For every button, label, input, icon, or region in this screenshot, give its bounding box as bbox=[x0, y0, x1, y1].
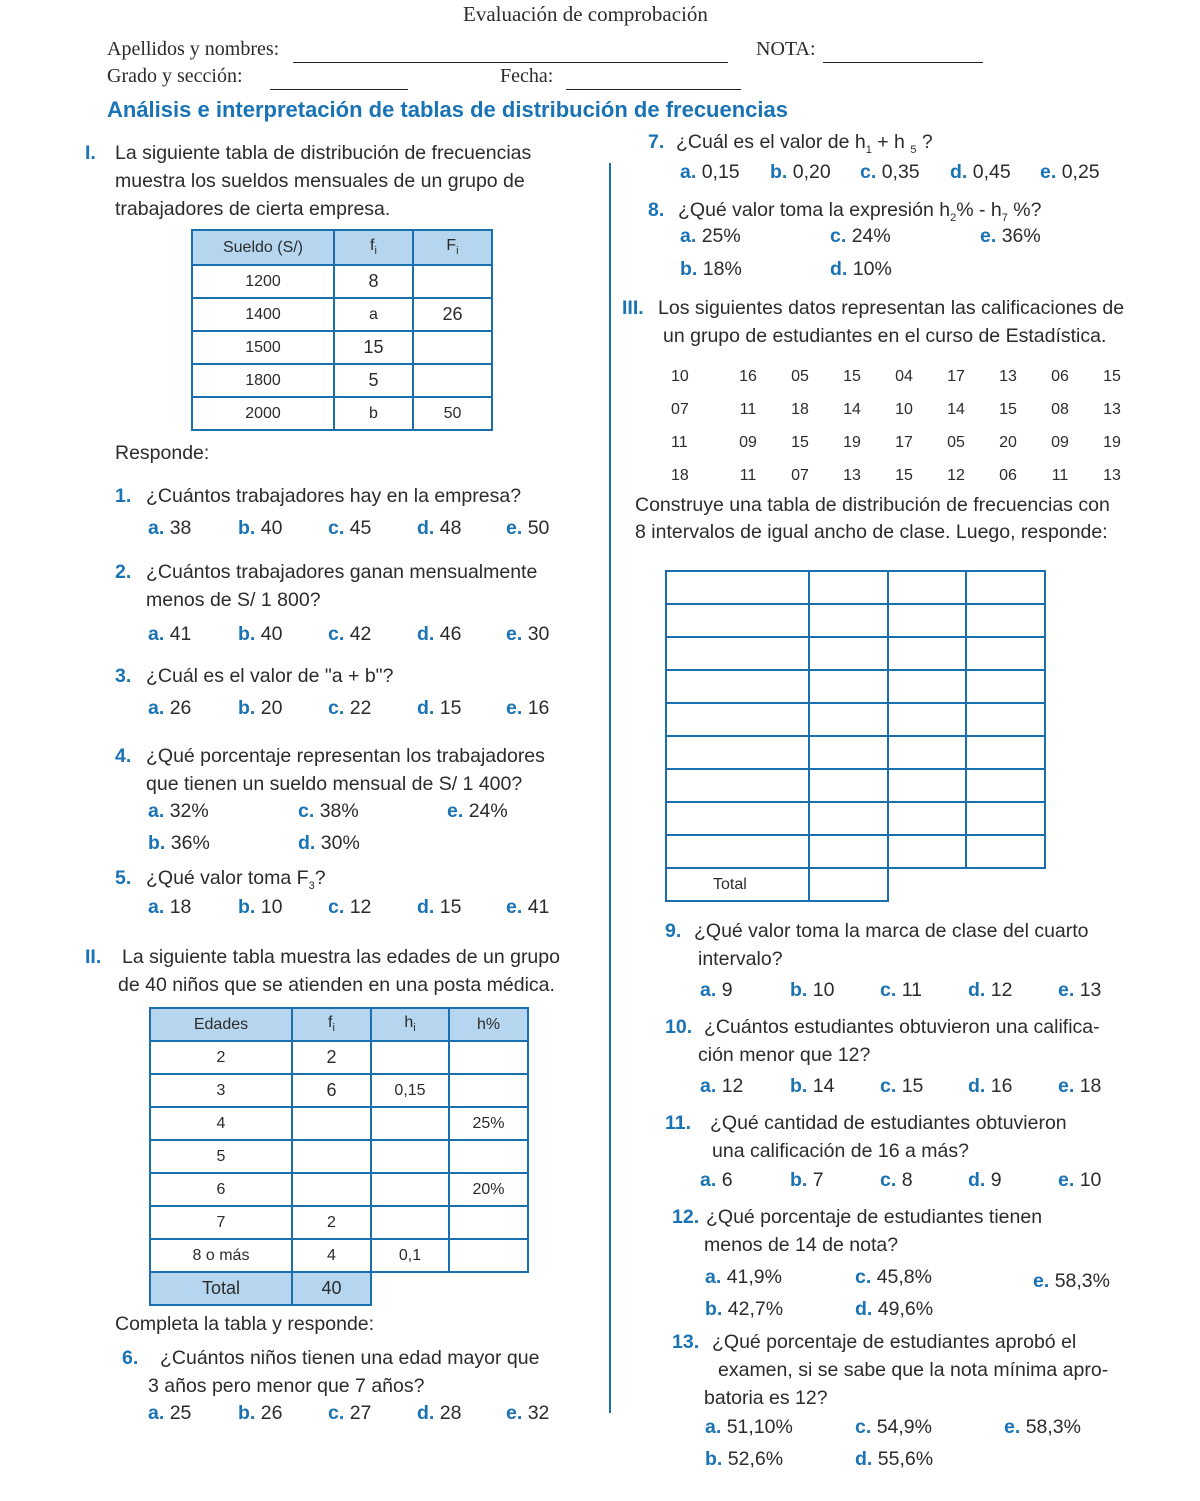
completa-label: Completa la tabla y responde: bbox=[115, 1313, 375, 1335]
table-row[interactable] bbox=[666, 736, 1045, 769]
answer-option[interactable]: b. 14 bbox=[790, 1075, 835, 1097]
question-text: batoria es 12? bbox=[704, 1387, 828, 1409]
answer-option[interactable]: e. 13 bbox=[1058, 979, 1102, 1001]
question-number: 3. bbox=[115, 665, 132, 687]
question-text: ¿Cuántos trabajadores hay en la empresa? bbox=[146, 485, 522, 507]
answer-option[interactable]: b. 18% bbox=[680, 258, 742, 280]
answer-option[interactable]: e. 58,3% bbox=[1033, 1270, 1110, 1292]
question-number: 1. bbox=[115, 485, 132, 507]
question-text: examen, si se sabe que la nota mínima apro- bbox=[718, 1359, 1109, 1381]
question-text: ¿Qué valor toma la marca de clase del cuarto bbox=[694, 920, 1089, 942]
answer-option[interactable]: c. 11 bbox=[880, 979, 922, 1001]
question-text: 3 años pero menor que 7 años? bbox=[148, 1375, 425, 1397]
section2-text-line: La siguiente tabla muestra las edades de un grupo bbox=[122, 946, 560, 968]
table-row[interactable] bbox=[666, 835, 1045, 868]
question-text: menos de S/ 1 800? bbox=[146, 589, 321, 611]
answer-option[interactable]: e. 50 bbox=[506, 517, 550, 539]
answer-option[interactable]: a. 18 bbox=[148, 896, 192, 918]
answer-option[interactable]: b. 0,20 bbox=[770, 161, 831, 183]
table-row: 3 6 0,15 bbox=[150, 1074, 528, 1107]
answer-option[interactable]: b. 7 bbox=[790, 1169, 824, 1191]
question-text: ¿Cuántos niños tienen una edad mayor que bbox=[160, 1347, 540, 1369]
grado-field[interactable] bbox=[270, 89, 408, 90]
answer-option[interactable]: e. 10 bbox=[1058, 1169, 1102, 1191]
page-title: Evaluación de comprobación bbox=[463, 2, 708, 26]
question-number: 9. bbox=[665, 920, 682, 942]
fecha-field[interactable] bbox=[566, 89, 741, 90]
question-number: 4. bbox=[115, 745, 132, 767]
question-number: 12. bbox=[672, 1206, 700, 1228]
answer-option[interactable]: d. 15 bbox=[417, 896, 462, 918]
answer-option[interactable]: d. 28 bbox=[417, 1402, 462, 1424]
ages-frequency-table bbox=[149, 1007, 529, 1306]
blank-frequency-table bbox=[665, 570, 1046, 902]
question-text: ¿Qué porcentaje de estudiantes aprobó el bbox=[712, 1331, 1077, 1353]
answer-option[interactable]: b. 26 bbox=[238, 1402, 283, 1424]
table-row: 1400 a 26 bbox=[192, 298, 492, 331]
answer-option[interactable]: e. 41 bbox=[506, 896, 550, 918]
answer-option[interactable]: d. 49,6% bbox=[855, 1298, 934, 1320]
answer-option[interactable]: a. 9 bbox=[700, 979, 733, 1001]
section3-text-line: Los siguientes datos representan las calificaciones de bbox=[658, 297, 1125, 319]
answer-option[interactable]: a. 6 bbox=[700, 1169, 733, 1191]
table-row[interactable] bbox=[666, 703, 1045, 736]
table-header: Edades bbox=[150, 1008, 292, 1041]
answer-option[interactable]: b. 42,7% bbox=[705, 1298, 784, 1320]
question-number: 8. bbox=[648, 199, 665, 221]
table-row: 1200 8 bbox=[192, 265, 492, 298]
question-text: ¿Qué porcentaje de estudiantes tienen bbox=[706, 1206, 1043, 1228]
salary-frequency-table bbox=[191, 229, 493, 431]
table-row[interactable] bbox=[666, 604, 1045, 637]
table-header: $F_i$ bbox=[413, 230, 492, 265]
table-row: 7 2 bbox=[150, 1206, 528, 1239]
table-row: 4 25% bbox=[150, 1107, 528, 1140]
table-header: $h_i$ bbox=[371, 1008, 449, 1041]
table-row: 2000 b 50 bbox=[192, 397, 492, 430]
answer-option[interactable]: d. 9 bbox=[968, 1169, 1002, 1191]
question-text: ¿Cuál es el valor de $h_1 + h$ $_5$ ? bbox=[676, 131, 933, 156]
question-number: 11. bbox=[665, 1112, 692, 1134]
apellidos-field[interactable] bbox=[293, 62, 728, 63]
answer-option[interactable]: a. 0,15 bbox=[680, 161, 740, 183]
section2-roman: II. bbox=[85, 946, 102, 968]
table-total-row: Total 40 bbox=[150, 1272, 528, 1305]
answer-option[interactable]: d. 0,45 bbox=[950, 161, 1011, 183]
answer-option[interactable]: c. 38% bbox=[298, 800, 359, 822]
table-header: h% bbox=[449, 1008, 528, 1041]
data-row: 07 11 18 14 10 14 15 08 13 bbox=[671, 400, 1121, 418]
table-row: 2 2 bbox=[150, 1041, 528, 1074]
answer-option[interactable]: d. 55,6% bbox=[855, 1448, 934, 1470]
answer-option[interactable]: c. 15 bbox=[880, 1075, 924, 1097]
answer-option[interactable]: e. 32 bbox=[506, 1402, 550, 1424]
section1-text-line: La siguiente tabla de distribución de frecuencias bbox=[115, 142, 532, 164]
answer-option[interactable]: c. 54,9% bbox=[855, 1416, 932, 1438]
table-row[interactable] bbox=[666, 571, 1045, 604]
answer-option[interactable]: d. 12 bbox=[968, 979, 1013, 1001]
apellidos-label: Apellidos y nombres: bbox=[107, 38, 280, 60]
grades-data-grid bbox=[670, 360, 1138, 492]
question-number: 13. bbox=[672, 1331, 700, 1353]
answer-option[interactable]: c. 8 bbox=[880, 1169, 913, 1191]
question-text: ¿Qué cantidad de estudiantes obtuvieron bbox=[710, 1112, 1067, 1134]
answer-option[interactable]: c. 22 bbox=[328, 697, 372, 719]
section-heading: Análisis e interpretación de tablas de distribución de frecuencias bbox=[107, 97, 788, 122]
table-total-row: Total bbox=[666, 868, 1045, 901]
answer-option[interactable]: c. 27 bbox=[328, 1402, 372, 1424]
answer-option[interactable]: a. 38 bbox=[148, 517, 192, 539]
answer-option[interactable]: c. 42 bbox=[328, 623, 372, 645]
answer-option[interactable]: e. 24% bbox=[447, 800, 508, 822]
answer-option[interactable]: e. 36% bbox=[980, 225, 1041, 247]
table-row: 1500 15 bbox=[192, 331, 492, 364]
question-text: ¿Qué valor toma $F_3$? bbox=[146, 867, 326, 892]
section3-text-line: un grupo de estudiantes en el curso de Estadística. bbox=[663, 325, 1107, 347]
answer-option[interactable]: b. 40 bbox=[238, 623, 283, 645]
question-number: 2. bbox=[115, 561, 132, 583]
question-text: ción menor que 12? bbox=[698, 1044, 871, 1066]
table-row[interactable] bbox=[666, 769, 1045, 802]
question-number: 10. bbox=[665, 1016, 693, 1038]
table-row: 8 o más 4 0,1 bbox=[150, 1239, 528, 1272]
data-row: 18 11 07 13 15 12 06 11 13 bbox=[671, 466, 1121, 484]
section2-text-line: de 40 niños que se atienden en una posta médica. bbox=[118, 974, 555, 996]
answer-option[interactable]: e. 58,3% bbox=[1004, 1416, 1081, 1438]
grado-label: Grado y sección: bbox=[107, 65, 243, 87]
answer-option[interactable]: c. 24% bbox=[830, 225, 891, 247]
answer-option[interactable]: d. 10% bbox=[830, 258, 892, 280]
answer-option[interactable]: a. 12 bbox=[700, 1075, 744, 1097]
construye-text: 8 intervalos de igual ancho de clase. Luego, responde: bbox=[635, 521, 1108, 543]
question-text: una calificación de 16 a más? bbox=[712, 1140, 969, 1162]
answer-option[interactable]: a. 25 bbox=[148, 1402, 192, 1424]
answer-option[interactable]: d. 48 bbox=[417, 517, 462, 539]
question-text: que tienen un sueldo mensual de S/ 1 400? bbox=[146, 773, 523, 795]
answer-option[interactable]: d. 16 bbox=[968, 1075, 1013, 1097]
answer-option[interactable]: a. 41,9% bbox=[705, 1266, 782, 1288]
answer-option[interactable]: b. 10 bbox=[238, 896, 283, 918]
question-text: ¿Cuántos estudiantes obtuvieron una califica- bbox=[704, 1016, 1100, 1038]
answer-option[interactable]: a. 26 bbox=[148, 697, 192, 719]
table-row: 5 bbox=[150, 1140, 528, 1173]
answer-option[interactable]: b. 20 bbox=[238, 697, 283, 719]
answer-option[interactable]: c. 12 bbox=[328, 896, 372, 918]
data-row: 11 09 15 19 17 05 20 09 19 bbox=[671, 433, 1121, 451]
section3-roman: III. bbox=[622, 297, 644, 319]
table-header: $f_i$ bbox=[292, 1008, 371, 1041]
table-row: 6 20% bbox=[150, 1173, 528, 1206]
table-row[interactable] bbox=[666, 637, 1045, 670]
question-text: ¿Qué valor toma la expresión $h_2\% - h_7$ %? bbox=[678, 199, 1042, 224]
table-header: $f_i$ bbox=[334, 230, 413, 265]
nota-field[interactable] bbox=[823, 62, 983, 63]
question-number: 5. bbox=[115, 867, 132, 889]
question-text: ¿Cuántos trabajadores ganan mensualmente bbox=[146, 561, 538, 583]
question-text: intervalo? bbox=[698, 948, 783, 970]
table-row: 1800 5 bbox=[192, 364, 492, 397]
table-row[interactable] bbox=[666, 802, 1045, 835]
answer-option[interactable]: b. 40 bbox=[238, 517, 283, 539]
construye-text: Construye una tabla de distribución de frecuencias con bbox=[635, 494, 1110, 516]
answer-option[interactable]: e. 16 bbox=[506, 697, 550, 719]
nota-label: NOTA: bbox=[756, 38, 816, 60]
answer-option[interactable]: d. 46 bbox=[417, 623, 462, 645]
answer-option[interactable]: a. 41 bbox=[148, 623, 192, 645]
answer-option[interactable]: d. 15 bbox=[417, 697, 462, 719]
answer-option[interactable]: b. 36% bbox=[148, 832, 210, 854]
fecha-label: Fecha: bbox=[500, 65, 554, 87]
data-row: 10 16 05 15 04 17 13 06 15 bbox=[671, 367, 1121, 385]
answer-option[interactable]: b. 10 bbox=[790, 979, 835, 1001]
answer-option[interactable]: c. 45,8% bbox=[855, 1266, 932, 1288]
question-text: ¿Qué porcentaje representan los trabajadores bbox=[146, 745, 545, 767]
section1-text-line: muestra los sueldos mensuales de un grupo de bbox=[115, 170, 525, 192]
answer-option[interactable]: c. 0,35 bbox=[860, 161, 920, 183]
question-text: menos de 14 de nota? bbox=[704, 1234, 899, 1256]
answer-option[interactable]: a. 32% bbox=[148, 800, 209, 822]
answer-option[interactable]: e. 0,25 bbox=[1040, 161, 1100, 183]
answer-option[interactable]: e. 18 bbox=[1058, 1075, 1102, 1097]
answer-option[interactable]: b. 52,6% bbox=[705, 1448, 784, 1470]
question-number: 6. bbox=[122, 1347, 139, 1369]
table-row[interactable] bbox=[666, 670, 1045, 703]
column-divider bbox=[609, 163, 611, 1413]
responde-label: Responde: bbox=[115, 442, 210, 464]
question-number: 7. bbox=[648, 131, 665, 153]
section1-text-line: trabajadores de cierta empresa. bbox=[115, 198, 391, 220]
answer-option[interactable]: d. 30% bbox=[298, 832, 360, 854]
answer-option[interactable]: c. 45 bbox=[328, 517, 372, 539]
answer-option[interactable]: e. 30 bbox=[506, 623, 550, 645]
section1-roman: I. bbox=[85, 142, 96, 164]
question-text: ¿Cuál es el valor de "a + b"? bbox=[146, 665, 394, 687]
answer-option[interactable]: a. 51,10% bbox=[705, 1416, 793, 1438]
answer-option[interactable]: a. 25% bbox=[680, 225, 741, 247]
table-header: Sueldo (S/) bbox=[192, 230, 334, 265]
